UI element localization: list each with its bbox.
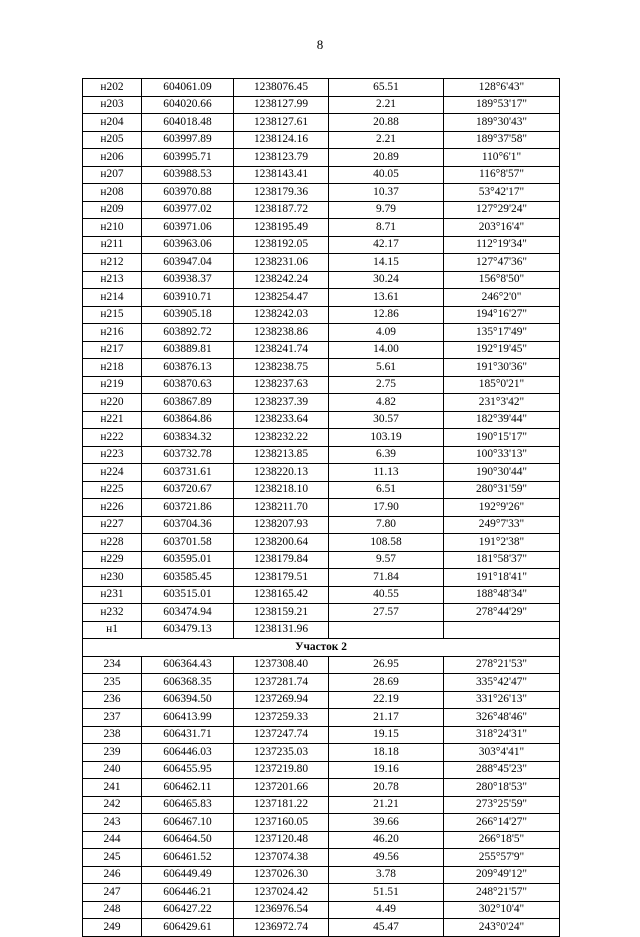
table-row [83,149,560,167]
distance-cell: 20.88 [329,114,444,132]
direction-angle-cell: 248°21'57" [444,884,560,902]
table-row [83,586,560,604]
point-id-cell: 238 [83,726,142,744]
direction-angle-cell: 189°30'43" [444,114,560,132]
coordinates-table [82,78,560,937]
point-id-cell: н203 [83,96,142,114]
y-coordinate-cell: 1237201.66 [234,779,329,797]
y-coordinate-cell: 1238127.61 [234,114,329,132]
direction-angle-cell: 127°47'36" [444,254,560,272]
x-coordinate-cell: 606394.50 [142,691,234,709]
x-coordinate-cell: 603947.04 [142,254,234,272]
direction-angle-cell: 335°42'47" [444,674,560,692]
table-row [83,411,560,429]
y-coordinate-cell: 1238238.86 [234,324,329,342]
distance-cell: 9.79 [329,201,444,219]
direction-angle-cell: 266°14'27" [444,814,560,832]
direction-angle-cell: 302°10'4" [444,901,560,919]
distance-cell: 19.15 [329,726,444,744]
y-coordinate-cell: 1237026.30 [234,866,329,884]
y-coordinate-cell: 1238242.03 [234,306,329,324]
x-coordinate-cell: 603479.13 [142,621,234,639]
distance-cell: 42.17 [329,236,444,254]
point-id-cell: н204 [83,114,142,132]
x-coordinate-cell: 606413.99 [142,709,234,727]
direction-angle-cell: 190°30'44" [444,464,560,482]
table-row [83,446,560,464]
distance-cell: 10.37 [329,184,444,202]
point-id-cell: н212 [83,254,142,272]
distance-cell: 71.84 [329,569,444,587]
x-coordinate-cell: 603905.18 [142,306,234,324]
table-row [83,114,560,132]
x-coordinate-cell: 603595.01 [142,551,234,569]
direction-angle-cell: 249°7'33" [444,516,560,534]
y-coordinate-cell: 1238241.74 [234,341,329,359]
point-id-cell: 245 [83,849,142,867]
direction-angle-cell: 185°0'21" [444,376,560,394]
distance-cell: 2.75 [329,376,444,394]
direction-angle-cell: 128°6'43" [444,79,560,97]
point-id-cell: н230 [83,569,142,587]
page-number: 8 [316,37,324,52]
y-coordinate-cell: 1237219.80 [234,761,329,779]
distance-cell: 4.49 [329,901,444,919]
y-coordinate-cell: 1238076.45 [234,79,329,97]
y-coordinate-cell: 1238211.70 [234,499,329,517]
x-coordinate-cell: 606431.71 [142,726,234,744]
distance-cell: 39.66 [329,814,444,832]
table-row [83,359,560,377]
y-coordinate-cell: 1237259.33 [234,709,329,727]
direction-angle-cell: 135°17'49" [444,324,560,342]
y-coordinate-cell: 1238165.42 [234,586,329,604]
x-coordinate-cell: 603870.63 [142,376,234,394]
y-coordinate-cell: 1238254.47 [234,289,329,307]
table-row [83,219,560,237]
table-row [83,184,560,202]
table-row [83,761,560,779]
table-row [83,866,560,884]
direction-angle-cell: 110°6'1" [444,149,560,167]
direction-angle-cell: 189°37'58" [444,131,560,149]
y-coordinate-cell: 1238237.63 [234,376,329,394]
distance-cell: 12.86 [329,306,444,324]
distance-cell: 40.55 [329,586,444,604]
point-id-cell: н222 [83,429,142,447]
x-coordinate-cell: 603963.06 [142,236,234,254]
distance-cell: 21.21 [329,796,444,814]
direction-angle-cell: 190°15'17" [444,429,560,447]
table-row [83,79,560,97]
y-coordinate-cell: 1237235.03 [234,744,329,762]
distance-cell: 30.24 [329,271,444,289]
table-row [83,744,560,762]
y-coordinate-cell: 1238192.05 [234,236,329,254]
direction-angle-cell: 192°19'45" [444,341,560,359]
direction-angle-cell: 280°18'53" [444,779,560,797]
distance-cell: 108.58 [329,534,444,552]
distance-cell: 28.69 [329,674,444,692]
direction-angle-cell: 318°24'31" [444,726,560,744]
point-id-cell: н207 [83,166,142,184]
point-id-cell: н216 [83,324,142,342]
x-coordinate-cell: 603977.02 [142,201,234,219]
distance-cell: 2.21 [329,131,444,149]
x-coordinate-cell: 603867.89 [142,394,234,412]
x-coordinate-cell: 603721.86 [142,499,234,517]
distance-cell: 4.09 [329,324,444,342]
x-coordinate-cell: 603997.89 [142,131,234,149]
direction-angle-cell: 288°45'23" [444,761,560,779]
point-id-cell: н206 [83,149,142,167]
direction-angle-cell: 273°25'59" [444,796,560,814]
table-row [83,341,560,359]
y-coordinate-cell: 1236976.54 [234,901,329,919]
point-id-cell: н221 [83,411,142,429]
direction-angle-cell: 100°33'13" [444,446,560,464]
distance-cell: 19.16 [329,761,444,779]
x-coordinate-cell: 606461.52 [142,849,234,867]
point-id-cell: н205 [83,131,142,149]
distance-cell: 45.47 [329,919,444,937]
direction-angle-cell: 203°16'4" [444,219,560,237]
y-coordinate-cell: 1238179.36 [234,184,329,202]
table-row [83,709,560,727]
table-row [83,324,560,342]
x-coordinate-cell: 603720.67 [142,481,234,499]
direction-angle-cell: 278°21'53" [444,656,560,674]
point-id-cell: 240 [83,761,142,779]
table-row [83,306,560,324]
distance-cell: 6.39 [329,446,444,464]
section-header-row [83,639,560,657]
direction-angle-cell: 156°8'50" [444,271,560,289]
point-id-cell: н227 [83,516,142,534]
y-coordinate-cell: 1238159.21 [234,604,329,622]
direction-angle-cell: 194°16'27" [444,306,560,324]
point-id-cell: н229 [83,551,142,569]
distance-cell: 22.19 [329,691,444,709]
point-id-cell: н223 [83,446,142,464]
table-row [83,464,560,482]
distance-cell: 30.57 [329,411,444,429]
y-coordinate-cell: 1236972.74 [234,919,329,937]
direction-angle-cell: 116°8'57" [444,166,560,184]
table-row [83,516,560,534]
coordinates-table-part1 [83,79,560,639]
table-row [83,551,560,569]
x-coordinate-cell: 603988.53 [142,166,234,184]
distance-cell: 17.90 [329,499,444,517]
table-row [83,726,560,744]
point-id-cell: н218 [83,359,142,377]
distance-cell: 7.80 [329,516,444,534]
table-row [83,271,560,289]
x-coordinate-cell: 606368.35 [142,674,234,692]
x-coordinate-cell: 603474.94 [142,604,234,622]
y-coordinate-cell: 1237120.48 [234,831,329,849]
distance-cell: 5.61 [329,359,444,377]
direction-angle-cell: 255°57'9" [444,849,560,867]
x-coordinate-cell: 603834.32 [142,429,234,447]
direction-angle-cell: 331°26'13" [444,691,560,709]
y-coordinate-cell: 1238179.84 [234,551,329,569]
x-coordinate-cell: 606364.43 [142,656,234,674]
y-coordinate-cell: 1237308.40 [234,656,329,674]
y-coordinate-cell: 1238242.24 [234,271,329,289]
table-row [83,849,560,867]
table-row [83,201,560,219]
table-row [83,499,560,517]
x-coordinate-cell: 606462.11 [142,779,234,797]
distance-cell: 6.51 [329,481,444,499]
distance-cell: 2.21 [329,96,444,114]
y-coordinate-cell: 1238187.72 [234,201,329,219]
point-id-cell: н232 [83,604,142,622]
direction-angle-cell: 243°0'24" [444,919,560,937]
x-coordinate-cell: 603515.01 [142,586,234,604]
table-row [83,691,560,709]
table-row [83,796,560,814]
direction-angle-cell: 278°44'29" [444,604,560,622]
direction-angle-cell: 112°19'34" [444,236,560,254]
distance-cell: 65.51 [329,79,444,97]
point-id-cell: 249 [83,919,142,937]
y-coordinate-cell: 1238220.13 [234,464,329,482]
distance-cell: 26.95 [329,656,444,674]
x-coordinate-cell: 603701.58 [142,534,234,552]
direction-angle-cell: 53°42'17" [444,184,560,202]
y-coordinate-cell: 1237247.74 [234,726,329,744]
point-id-cell: н209 [83,201,142,219]
y-coordinate-cell: 1238237.39 [234,394,329,412]
point-id-cell: 239 [83,744,142,762]
distance-cell: 27.57 [329,604,444,622]
direction-angle-cell: 127°29'24" [444,201,560,219]
y-coordinate-cell: 1238143.41 [234,166,329,184]
table-row [83,674,560,692]
point-id-cell: н213 [83,271,142,289]
table-row [83,394,560,412]
direction-angle-cell: 188°48'34" [444,586,560,604]
direction-angle-cell: 192°9'26" [444,499,560,517]
distance-cell: 20.89 [329,149,444,167]
table-row [83,884,560,902]
distance-cell: 18.18 [329,744,444,762]
point-id-cell: н226 [83,499,142,517]
table-row [83,481,560,499]
distance-cell: 9.57 [329,551,444,569]
x-coordinate-cell: 606449.49 [142,866,234,884]
distance-cell: 8.71 [329,219,444,237]
point-id-cell: н215 [83,306,142,324]
point-id-cell: 237 [83,709,142,727]
distance-cell: 49.56 [329,849,444,867]
point-id-cell: 246 [83,866,142,884]
point-id-cell: 242 [83,796,142,814]
direction-angle-cell: 181°58'37" [444,551,560,569]
y-coordinate-cell: 1237160.05 [234,814,329,832]
table-row [83,429,560,447]
direction-angle-cell: 182°39'44" [444,411,560,429]
point-id-cell: 234 [83,656,142,674]
x-coordinate-cell: 603910.71 [142,289,234,307]
coordinates-table-part2 [83,656,560,936]
y-coordinate-cell: 1238127.99 [234,96,329,114]
distance-cell: 103.19 [329,429,444,447]
distance-cell: 51.51 [329,884,444,902]
distance-cell: 3.78 [329,866,444,884]
distance-cell: 4.82 [329,394,444,412]
point-id-cell: н202 [83,79,142,97]
direction-angle-cell: 191°18'41" [444,569,560,587]
y-coordinate-cell: 1237269.94 [234,691,329,709]
distance-cell [329,621,444,639]
y-coordinate-cell: 1238231.06 [234,254,329,272]
x-coordinate-cell: 603732.78 [142,446,234,464]
point-id-cell: н231 [83,586,142,604]
point-id-cell: 243 [83,814,142,832]
x-coordinate-cell: 606427.22 [142,901,234,919]
x-coordinate-cell: 603971.06 [142,219,234,237]
point-id-cell: н220 [83,394,142,412]
y-coordinate-cell: 1238238.75 [234,359,329,377]
x-coordinate-cell: 604018.48 [142,114,234,132]
y-coordinate-cell: 1238218.10 [234,481,329,499]
point-id-cell: 241 [83,779,142,797]
point-id-cell: 235 [83,674,142,692]
distance-cell: 40.05 [329,166,444,184]
point-id-cell: н211 [83,236,142,254]
y-coordinate-cell: 1238213.85 [234,446,329,464]
x-coordinate-cell: 606467.10 [142,814,234,832]
point-id-cell: н214 [83,289,142,307]
y-coordinate-cell: 1238233.64 [234,411,329,429]
point-id-cell: 247 [83,884,142,902]
table-row [83,166,560,184]
table-row [83,656,560,674]
section-header-row-group [83,639,560,657]
x-coordinate-cell: 606446.21 [142,884,234,902]
distance-cell: 14.00 [329,341,444,359]
table-row [83,289,560,307]
direction-angle-cell: 189°53'17" [444,96,560,114]
x-coordinate-cell: 603970.88 [142,184,234,202]
point-id-cell: 248 [83,901,142,919]
x-coordinate-cell: 603585.45 [142,569,234,587]
point-id-cell: н228 [83,534,142,552]
table-row [83,534,560,552]
x-coordinate-cell: 603731.61 [142,464,234,482]
distance-cell: 46.20 [329,831,444,849]
point-id-cell: 244 [83,831,142,849]
table-row [83,814,560,832]
x-coordinate-cell: 603892.72 [142,324,234,342]
table-row [83,569,560,587]
x-coordinate-cell: 603864.86 [142,411,234,429]
y-coordinate-cell: 1237024.42 [234,884,329,902]
distance-cell: 11.13 [329,464,444,482]
x-coordinate-cell: 604061.09 [142,79,234,97]
x-coordinate-cell: 603889.81 [142,341,234,359]
y-coordinate-cell: 1238124.16 [234,131,329,149]
table-row [83,919,560,937]
x-coordinate-cell: 603876.13 [142,359,234,377]
x-coordinate-cell: 606455.95 [142,761,234,779]
direction-angle-cell: 280°31'59" [444,481,560,499]
point-id-cell: н208 [83,184,142,202]
y-coordinate-cell: 1237181.22 [234,796,329,814]
x-coordinate-cell: 603938.37 [142,271,234,289]
distance-cell: 14.15 [329,254,444,272]
x-coordinate-cell: 604020.66 [142,96,234,114]
y-coordinate-cell: 1238195.49 [234,219,329,237]
x-coordinate-cell: 606446.03 [142,744,234,762]
table-row [83,621,560,639]
table-row [83,236,560,254]
y-coordinate-cell: 1238232.22 [234,429,329,447]
y-coordinate-cell: 1238131.96 [234,621,329,639]
point-id-cell: н1 [83,621,142,639]
distance-cell: 20.78 [329,779,444,797]
y-coordinate-cell: 1238123.79 [234,149,329,167]
table-row [83,376,560,394]
section-title: Участок 2 [83,639,560,657]
direction-angle-cell: 191°30'36" [444,359,560,377]
table-row [83,604,560,622]
point-id-cell: н225 [83,481,142,499]
table-row [83,96,560,114]
direction-angle-cell: 231°3'42" [444,394,560,412]
point-id-cell: н224 [83,464,142,482]
y-coordinate-cell: 1238179.51 [234,569,329,587]
y-coordinate-cell: 1238200.64 [234,534,329,552]
direction-angle-cell: 303°4'41" [444,744,560,762]
x-coordinate-cell: 603995.71 [142,149,234,167]
point-id-cell: н210 [83,219,142,237]
direction-angle-cell: 266°18'5" [444,831,560,849]
point-id-cell: н217 [83,341,142,359]
table-row [83,901,560,919]
point-id-cell: 236 [83,691,142,709]
x-coordinate-cell: 606464.50 [142,831,234,849]
y-coordinate-cell: 1237074.38 [234,849,329,867]
x-coordinate-cell: 606465.83 [142,796,234,814]
table-row [83,831,560,849]
table-row [83,131,560,149]
distance-cell: 13.61 [329,289,444,307]
point-id-cell: н219 [83,376,142,394]
x-coordinate-cell: 606429.61 [142,919,234,937]
direction-angle-cell: 191°2'38" [444,534,560,552]
y-coordinate-cell: 1237281.74 [234,674,329,692]
table-row [83,779,560,797]
x-coordinate-cell: 603704.36 [142,516,234,534]
direction-angle-cell [444,621,560,639]
y-coordinate-cell: 1238207.93 [234,516,329,534]
table-row [83,254,560,272]
direction-angle-cell: 326°48'46" [444,709,560,727]
distance-cell: 21.17 [329,709,444,727]
direction-angle-cell: 209°49'12" [444,866,560,884]
direction-angle-cell: 246°2'0" [444,289,560,307]
